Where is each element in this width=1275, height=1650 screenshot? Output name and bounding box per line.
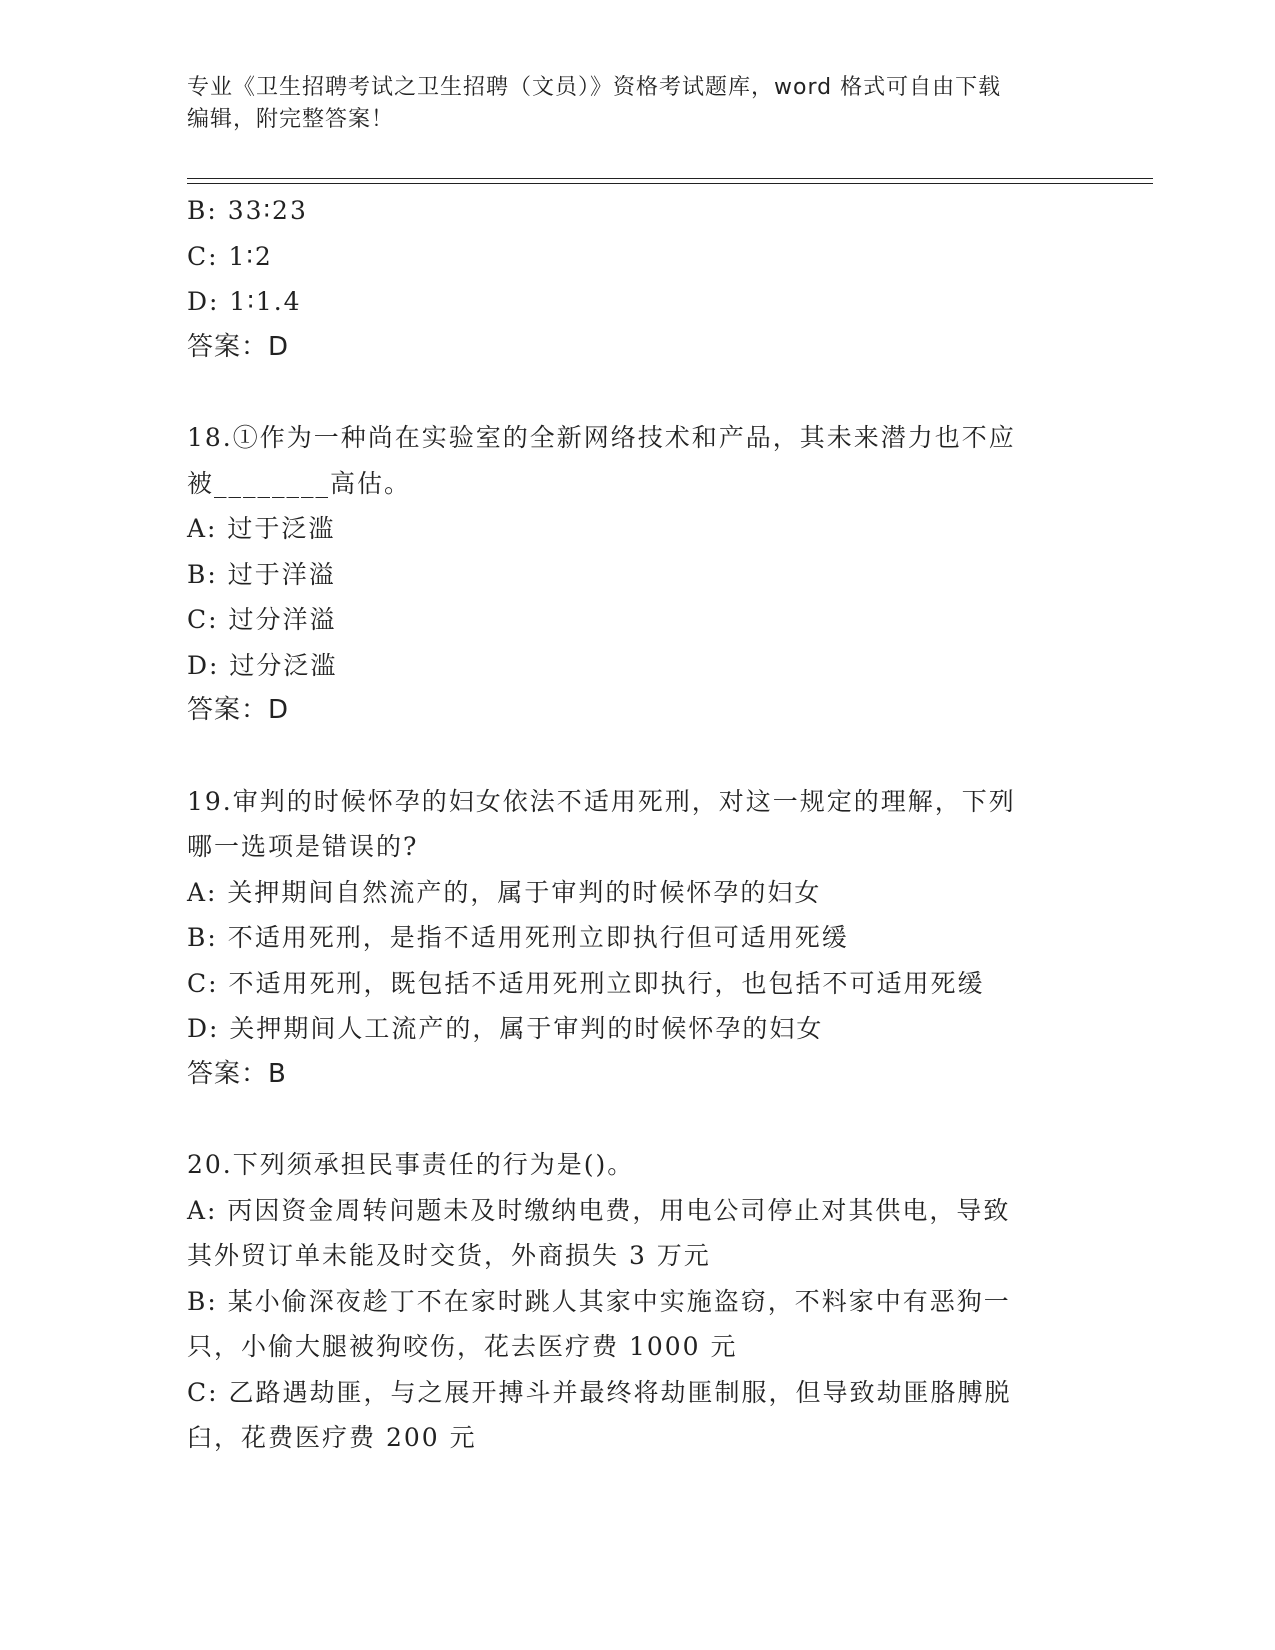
question-content xyxy=(187,188,1087,1461)
q18-stem-line-2: 被________高估。 xyxy=(187,468,412,498)
q20-option-c-line-2: 臼，花费医疗费 200 元 xyxy=(187,1423,477,1452)
q18-stem-line-1: 18.①作为一种尚在实验室的全新网络技术和产品，其未来潜力也不应 xyxy=(187,423,1016,452)
header-line-1: 专业《卫生招聘考试之卫生招聘（文员）》资格考试题库，word 格式可自由下载 xyxy=(187,75,1002,100)
q20-option-c-line-1: C: 乙路遇劫匪，与之展开搏斗并最终将劫匪制服，但导致劫匪胳膊脱 xyxy=(187,1377,1012,1407)
prev-option-d: D: 1∶1.4 xyxy=(187,287,302,316)
q19-stem-line-1: 19.审判的时候怀孕的妇女依法不适用死刑，对这一规定的理解，下列 xyxy=(187,786,1016,816)
q20-option-b-line-1: B: 某小偷深夜趁丁不在家时跳人其家中实施盗窃，不料家中有恶狗一 xyxy=(187,1286,1011,1316)
question-19 xyxy=(187,779,1087,1098)
q18-option-b: B: 过于洋溢 xyxy=(187,559,336,589)
q18-option-a: A: 过于泛滥 xyxy=(187,514,336,543)
q19-answer: 答案：B xyxy=(187,1058,287,1089)
header-divider-top xyxy=(187,178,1153,179)
header-line-2: 编辑，附完整答案！ xyxy=(187,107,395,132)
question-20 xyxy=(187,1142,1087,1461)
q18-answer: 答案：D xyxy=(187,695,290,725)
q20-option-a-line-1: A: 丙因资金周转问题未及时缴纳电费，用电公司停止对其供电，导致 xyxy=(187,1195,1011,1225)
q19-stem-line-2: 哪一选项是错误的? xyxy=(187,832,419,861)
q19-option-d: D: 关押期间人工流产的，属于审判的时候怀孕的妇女 xyxy=(187,1014,824,1043)
q20-option-a-line-2: 其外贸订单未能及时交货，外商损失 3 万元 xyxy=(187,1241,711,1270)
q20-option-b-line-2: 只，小偷大腿被狗咬伤，花去医疗费 1000 元 xyxy=(187,1332,738,1361)
question-18 xyxy=(187,415,1087,734)
q19-option-b: B: 不适用死刑，是指不适用死刑立即执行但可适用死缓 xyxy=(187,923,849,952)
prev-answer: 答案：D xyxy=(187,331,290,362)
q18-option-d: D: 过分泛滥 xyxy=(187,650,338,680)
prev-question-block xyxy=(187,188,1087,370)
header-divider-bottom xyxy=(187,183,1153,184)
q19-option-c: C: 不适用死刑，既包括不适用死刑立即执行，也包括不可适用死缓 xyxy=(187,968,985,998)
q20-stem: 20.下列须承担民事责任的行为是()。 xyxy=(187,1150,635,1179)
prev-option-b: B: 33∶23 xyxy=(187,196,308,225)
q18-option-c: C: 过分洋溢 xyxy=(187,605,337,634)
q19-option-a: A: 关押期间自然流产的，属于审判的时候怀孕的妇女 xyxy=(187,877,822,907)
prev-option-c: C: 1∶2 xyxy=(187,241,273,271)
document-header xyxy=(187,72,1087,136)
